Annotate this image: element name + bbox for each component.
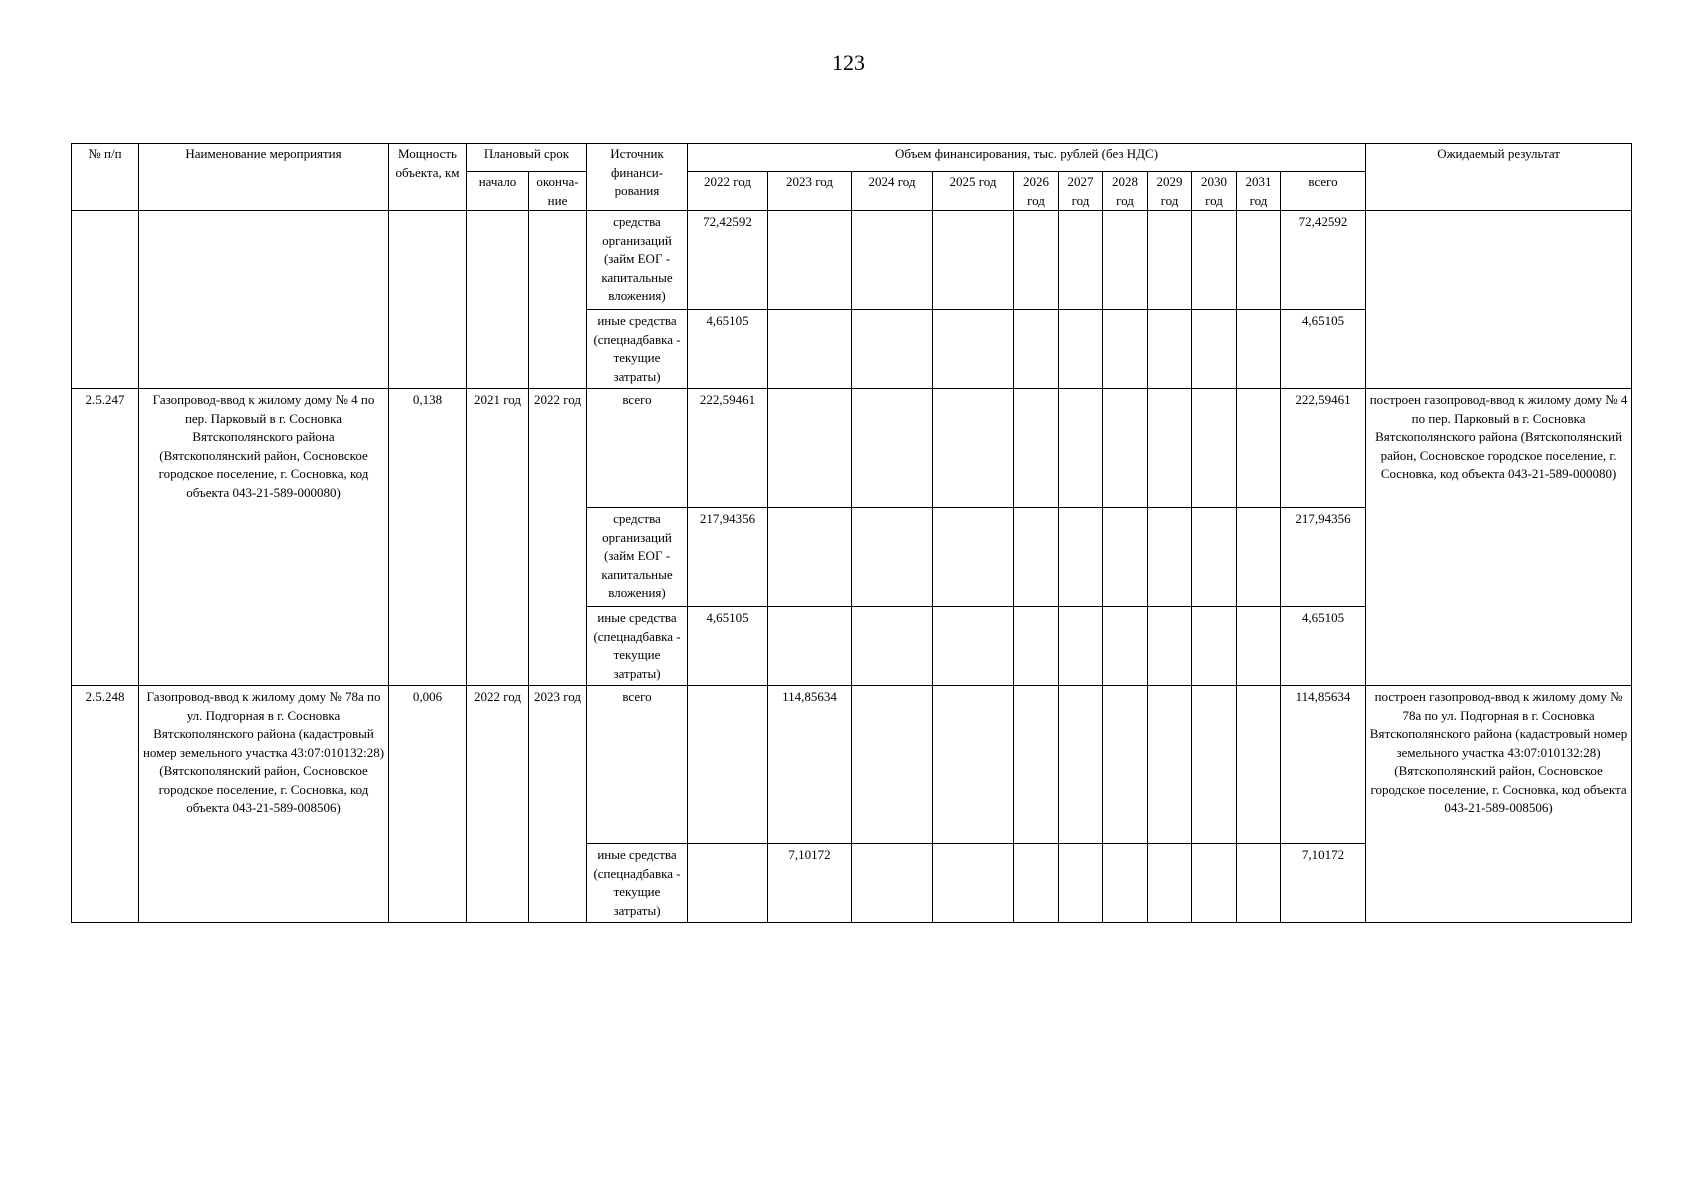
source-label: всего: [587, 389, 688, 508]
source-label: иные средства (спецнадбавка - текущие затраты): [587, 844, 688, 923]
header-year-2027: 2027 год: [1059, 172, 1103, 211]
row-capacity: 0,138: [389, 389, 467, 686]
page-number: 123: [832, 50, 865, 75]
value-total: 7,10172: [1281, 844, 1366, 923]
row-result: [1366, 211, 1632, 389]
value-2022: 72,42592: [688, 211, 768, 310]
table-row: [72, 211, 1632, 310]
source-label: средства организаций (займ ЕОГ - капитальные вложения): [587, 211, 688, 310]
value-2022: 222,59461: [688, 389, 768, 508]
header-num: № п/п: [72, 144, 139, 211]
header-source: Источник финанси-рования: [587, 144, 688, 211]
row-name: [139, 211, 389, 389]
row-result: построен газопровод-ввод к жилому дому № 4 по пер. Парковый в г. Сосновка Вятскополянского района (Вятскополянский район, Сосновское городское поселение, г. Сосновка, код объекта 043-21-589-000080): [1366, 389, 1632, 686]
row-start: 2022 год: [467, 686, 529, 923]
header-year-2028: 2028 год: [1103, 172, 1148, 211]
header-funding: Объем финансирования, тыс. рублей (без НДС): [688, 144, 1366, 172]
header-year-2026: 2026 год: [1014, 172, 1059, 211]
value-2023: [768, 508, 852, 607]
row-end: 2022 год: [529, 389, 587, 686]
header-plan-term: Плановый срок: [467, 144, 587, 172]
header-result: Ожидаемый результат: [1366, 144, 1632, 211]
header-total: всего: [1281, 172, 1366, 211]
value-total: 4,65105: [1281, 607, 1366, 686]
header-year-2025: 2025 год: [933, 172, 1014, 211]
row-num: [72, 211, 139, 389]
value-2023: 114,85634: [768, 686, 852, 844]
row-capacity: 0,006: [389, 686, 467, 923]
header-year-2023: 2023 год: [768, 172, 852, 211]
row-num: 2.5.247: [72, 389, 139, 686]
value-total: 72,42592: [1281, 211, 1366, 310]
financing-table: [71, 143, 1632, 923]
table-header: [72, 144, 1632, 211]
value-2022: 4,65105: [688, 310, 768, 389]
value-2022: [688, 844, 768, 923]
value-2022: 4,65105: [688, 607, 768, 686]
value-2023: [768, 389, 852, 508]
value-2022: 217,94356: [688, 508, 768, 607]
row-start: 2021 год: [467, 389, 529, 686]
value-total: 4,65105: [1281, 310, 1366, 389]
row-end: 2023 год: [529, 686, 587, 923]
header-year-2029: 2029 год: [1148, 172, 1192, 211]
table-row: [72, 686, 1632, 844]
header-capacity: Мощность объекта, км: [389, 144, 467, 211]
header-name: Наименование мероприятия: [139, 144, 389, 211]
row-name: Газопровод-ввод к жилому дому № 4 по пер. Парковый в г. Сосновка Вятскополянского района (Вятскополянский район, Сосновское городское поселение, г. Сосновка, код объекта 043-21-589-000080): [139, 389, 389, 686]
header-year-2024: 2024 год: [852, 172, 933, 211]
value-2023: [768, 310, 852, 389]
row-capacity: [389, 211, 467, 389]
row-start: [467, 211, 529, 389]
source-label: иные средства (спецнадбавка - текущие затраты): [587, 310, 688, 389]
row-result: построен газопровод-ввод к жилому дому № 78а по ул. Подгорная в г. Сосновка Вятскополянского района (кадастровый номер земельного участка 43:07:010132:28) (Вятскополянский район, Сосновское городское поселение, г. Сосновка, код объекта 043-21-589-008506): [1366, 686, 1632, 923]
value-total: 222,59461: [1281, 389, 1366, 508]
source-label: средства организаций (займ ЕОГ - капитальные вложения): [587, 508, 688, 607]
value-2022: [688, 686, 768, 844]
value-total: 114,85634: [1281, 686, 1366, 844]
row-end: [529, 211, 587, 389]
header-start: начало: [467, 172, 529, 211]
row-name: Газопровод-ввод к жилому дому № 78а по ул. Подгорная в г. Сосновка Вятскополянского района (кадастровый номер земельного участка 43:07:010132:28) (Вятскополянский район, Сосновское городское поселение, г. Сосновка, код объекта 043-21-589-008506): [139, 686, 389, 923]
row-num: 2.5.248: [72, 686, 139, 923]
value-2023: [768, 607, 852, 686]
value-total: 217,94356: [1281, 508, 1366, 607]
header-end: оконча-ние: [529, 172, 587, 211]
table-row: [72, 389, 1632, 508]
header-year-2022: 2022 год: [688, 172, 768, 211]
source-label: иные средства (спецнадбавка - текущие затраты): [587, 607, 688, 686]
value-2023: 7,10172: [768, 844, 852, 923]
header-year-2031: 2031 год: [1237, 172, 1281, 211]
header-year-2030: 2030 год: [1192, 172, 1237, 211]
value-2023: [768, 211, 852, 310]
source-label: всего: [587, 686, 688, 844]
